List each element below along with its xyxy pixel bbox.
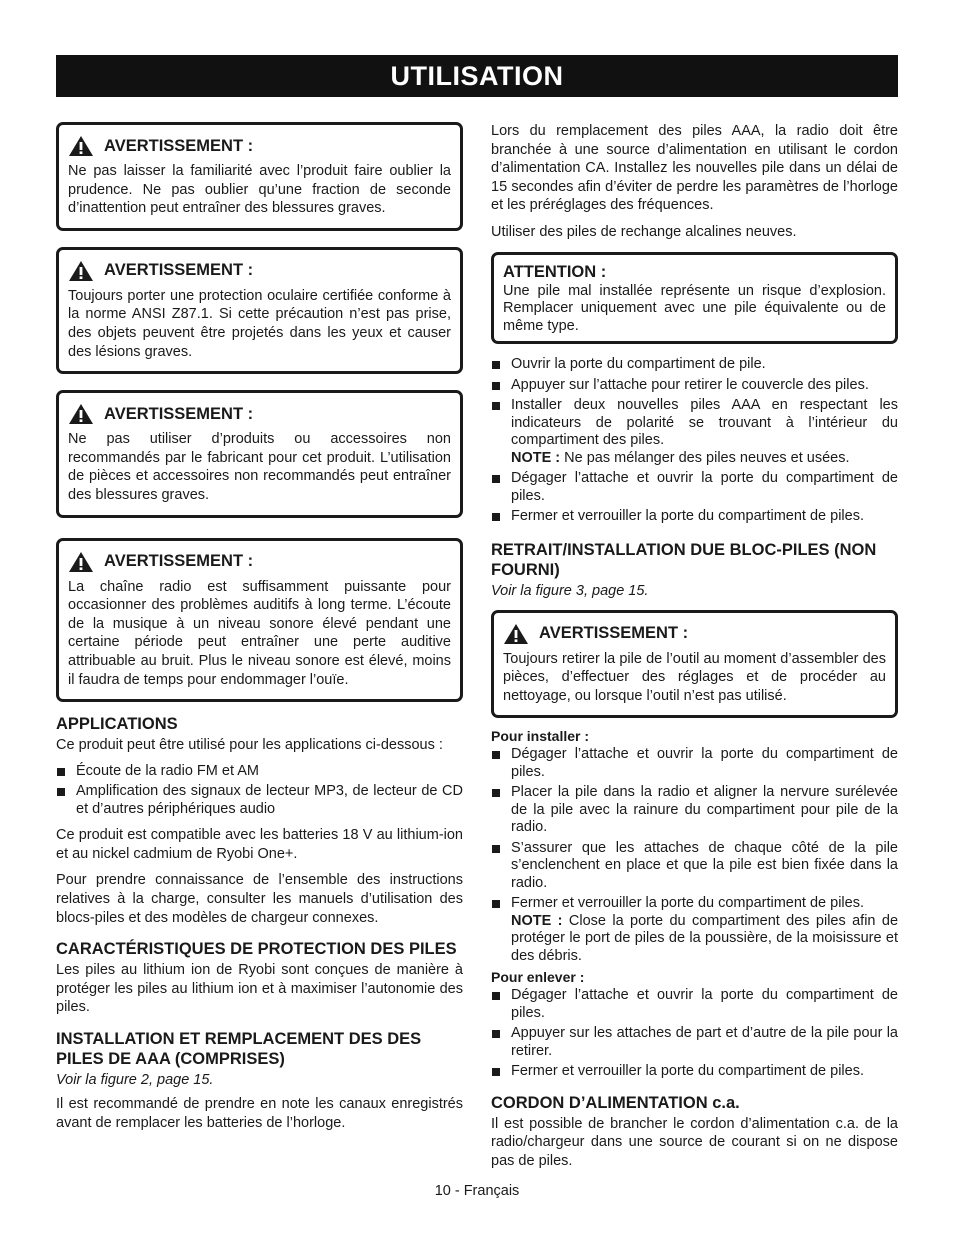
- warning-text: La chaîne radio est suffisamment puissante pour occasionner des problèmes auditifs à long terme. L’écoute de la musique à un niveau sonore élevé pendant une certaine période peut entraîner une perte auditive attribuable au bruit. Plus le niveau sonore est élevé, moins il faudra de temps pour endommager l’ouïe.: [68, 578, 451, 688]
- left-column: [56, 122, 463, 1140]
- section-heading: INSTALLATION ET REMPLACEMENT DES DES PILES DE AAA (COMPRISES): [56, 1029, 422, 1068]
- subheading: Pour installer :: [491, 728, 590, 745]
- warning-box: [56, 247, 463, 374]
- list-item: Appuyer sur l’attache pour retirer le couvercle des piles.: [491, 377, 898, 395]
- paragraph: Ce produit est compatible avec les batteries 18 V au lithium-ion et au nickel cadmium de Ryobi One+.: [56, 827, 463, 862]
- warning-triangle-icon: [68, 260, 94, 282]
- warning-triangle-icon: [68, 135, 94, 157]
- paragraph: Ce produit peut être utilisé pour les applications ci-dessous :: [56, 737, 443, 754]
- paragraph: Il est possible de brancher le cordon d’alimentation c.a. de la radio/chargeur dans une source de courant si on ne dispose pas de piles.: [491, 1115, 898, 1170]
- list-item: Dégager l’attache et ouvrir la porte du compartiment de piles.: [491, 470, 898, 505]
- list-item: Fermer et verrouiller la porte du compartiment de piles.: [491, 1063, 898, 1081]
- warning-title: AVERTISSEMENT :: [104, 404, 254, 423]
- subheading: Pour enlever :: [491, 969, 585, 986]
- warning-box: [56, 390, 463, 517]
- warning-text: Toujours retirer la pile de l’outil au moment d’assembler des pièces, d’effectuer des réglages et de procéder au nettoyage, ou lorsque l’outil n’est pas utilisé.: [503, 650, 886, 704]
- warning-triangle-icon: [68, 403, 94, 425]
- attention-box: [491, 252, 898, 345]
- list-item: Écoute de la radio FM et AM: [56, 763, 463, 781]
- attention-title: ATTENTION :: [503, 262, 607, 281]
- warning-title: AVERTISSEMENT :: [104, 552, 254, 571]
- warning-text: Toujours porter une protection oculaire certifiée conforme à la norme ANSI Z87.1. Si cette précaution n’est pas prise, des objets peuvent être projetés dans les yeux et causer des lésions graves.: [68, 287, 451, 360]
- list-item: S’assurer que les attaches de chaque côté de la pile s’enclenchent en place et que la pile est bien fixée dans la radio.: [491, 840, 898, 893]
- page-footer: 10 - Français: [434, 1183, 520, 1199]
- warning-title: AVERTISSEMENT :: [539, 624, 689, 643]
- list-item: Dégager l’attache et ouvrir la porte du compartiment de piles.: [491, 746, 898, 781]
- note-label: NOTE :: [511, 912, 563, 929]
- paragraph: Il est recommandé de prendre en note les canaux enregistrés avant de remplacer les batteries de l’horloge.: [56, 1095, 463, 1131]
- section-heading: CARACTÉRISTIQUES DE PROTECTION DES PILES: [56, 940, 457, 959]
- section-heading: APPLICATIONS: [56, 715, 178, 734]
- bullet-list: [491, 987, 898, 1081]
- page-title: UTILISATION: [56, 55, 898, 97]
- note-text: Ne pas mélanger des piles neuves et usées.: [564, 449, 850, 466]
- note-label: NOTE :: [511, 449, 561, 466]
- bullet-list: [56, 763, 463, 819]
- warning-text: Ne pas utiliser d’produits ou accessoires non recommandés par le fabricant pour cet produit. L’utilisation de pièces et accessoires non recommandés peut entraîner des blessures graves.: [68, 431, 451, 503]
- warning-box: [491, 610, 898, 719]
- right-column: [491, 122, 898, 1179]
- section-heading: RETRAIT/INSTALLATION DUE BLOC-PILES (NON FOURNI): [491, 540, 877, 579]
- list-item: Fermer et verrouiller la porte du compartiment de piles.: [491, 508, 898, 526]
- paragraph: Utiliser des piles de rechange alcalines neuves.: [491, 223, 797, 240]
- warning-text: Ne pas laisser la familiarité avec l’produit faire oublier la prudence. Ne pas oublier qu’une fraction de seconde d’inattention peut entraîner des blessures graves.: [68, 163, 451, 217]
- list-item: Placer la pile dans la radio et aligner la nervure surélevée de la pile avec la rainure du compartiment pour pile de la radio.: [491, 784, 898, 837]
- bullet-list: [491, 356, 898, 526]
- bullet-list: [491, 746, 898, 965]
- list-item: Ouvrir la porte du compartiment de pile.: [491, 356, 898, 374]
- paragraph: Pour prendre connaissance de l’ensemble des instructions relatives à la charge, consulter les manuels d’utilisation des blocs-piles et des modèles de chargeur connexes.: [56, 872, 463, 926]
- warning-title: AVERTISSEMENT :: [104, 136, 254, 155]
- figure-reference: Voir la figure 3, page 15.: [491, 582, 649, 599]
- list-item: Dégager l’attache et ouvrir la porte du compartiment de piles.: [491, 987, 898, 1022]
- warning-title: AVERTISSEMENT :: [104, 261, 254, 280]
- warning-triangle-icon: [68, 551, 94, 573]
- attention-text: Une pile mal installée représente un risque d’explosion. Remplacer uniquement avec une pile équivalente ou de même type.: [503, 282, 886, 334]
- list-item: Appuyer sur les attaches de part et d’autre de la pile pour la retirer.: [491, 1025, 898, 1060]
- list-item: Installer deux nouvelles piles AAA en respectant les indicateurs de polarité se trouvant à l’intérieur du compartiment des piles. NOTE : Ne pas mélanger des piles neuves et usées.: [491, 397, 898, 467]
- paragraph: Lors du remplacement des piles AAA, la radio doit être branchée à une source d’alimentation en utilisant le cordon d’alimentation CA. Installez les nouvelles pile dans un délai de 15 secondes afin d’éviter de perdre les paramètres de l’horloge et les préréglages des fréquences.: [491, 123, 898, 214]
- figure-reference: Voir la figure 2, page 15.: [56, 1071, 214, 1088]
- warning-box: [56, 122, 463, 231]
- list-item: Fermer et verrouiller la porte du compartiment de piles. NOTE : Close la porte du compartiment des piles afin de protéger le port de piles de la poussière, de la moisissure et des débris.: [491, 895, 898, 965]
- warning-triangle-icon: [503, 623, 529, 645]
- section-heading: CORDON D’ALIMENTATION c.a.: [491, 1093, 740, 1112]
- note-text: Close la porte du compartiment des piles afin de protéger le port de piles de la poussière, de la moisissure et des débris.: [511, 912, 899, 964]
- list-item: Amplification des signaux de lecteur MP3, de lecteur de CD et d’autres périphériques audio: [56, 783, 463, 818]
- warning-box: [56, 538, 463, 703]
- paragraph: Les piles au lithium ion de Ryobi sont conçues de manière à protéger les piles au lithium ion et à maximiser l’autonomie des piles.: [56, 962, 463, 1016]
